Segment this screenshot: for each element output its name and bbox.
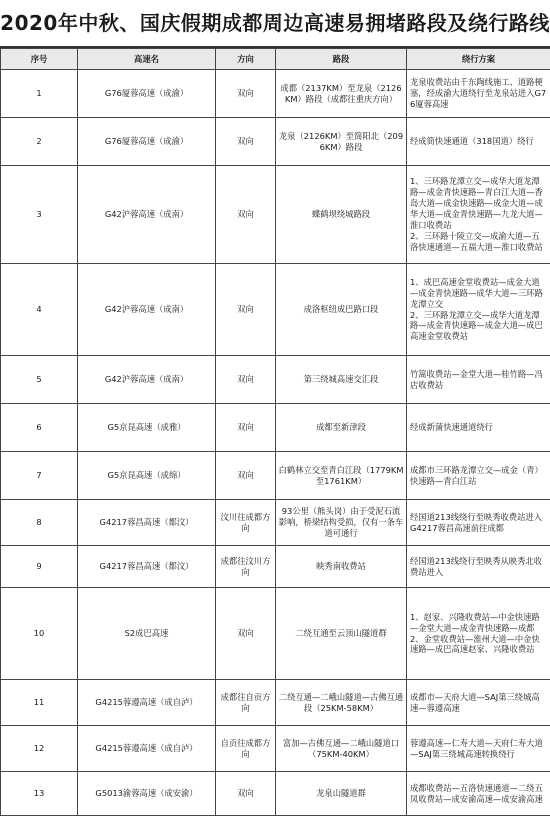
detour-line: 蓉遵高速—仁寿大道—天府仁寿大道—SAJ第三绕城高速转换绕行 [410,737,543,759]
detour-line: 2、三环路十陵立交—成渝大道—五洛快速通道—五福大道—淮口收费站 [410,230,543,252]
header-detour: 绕行方案 [407,49,550,70]
row-highway: G5京昆高速（成绵） [78,452,216,500]
row-highway: G4217蓉昌高速（都汶） [78,546,216,588]
row-no: 10 [1,588,78,680]
row-no: 12 [1,726,78,772]
detour-line: 经国道213线绕行至映秀收费站进入G4217蓉昌高速前往成都 [410,511,542,533]
row-detour [407,680,550,726]
row-section: 第三绕城高速交汇段 [276,356,407,404]
row-direction: 双向 [216,404,276,452]
table-row [1,264,550,356]
row-highway: G4215蓉遵高速（成自泸） [78,726,216,772]
detour-line: 2、金堂收费站—淮州大道—中金快速路—成巴高速赵家、兴隆收费站 [410,633,540,655]
row-highway: G42沪蓉高速（成南） [78,356,216,404]
row-detour [407,166,550,264]
table-body [1,70,550,816]
header-direction: 方向 [216,49,276,70]
row-no: 1 [1,70,78,118]
detour-line: 成都市—天府大道—SAJ第三绕城高速—蓉遵高速 [410,691,540,713]
row-detour [407,404,550,452]
row-no: 11 [1,680,78,726]
table-row [1,452,550,500]
row-direction: 双向 [216,166,276,264]
row-direction: 自贡往成都方向 [216,726,276,772]
row-no: 9 [1,546,78,588]
row-section: 龙泉山隧道群 [276,772,407,816]
detour-line: 竹篙收费站—金堂大道—桂竹路—冯店收费站 [410,368,543,390]
row-direction: 双向 [216,264,276,356]
row-no: 3 [1,166,78,264]
row-no: 4 [1,264,78,356]
table-row [1,404,550,452]
row-section: 二绕互通至云顶山隧道群 [276,588,407,680]
table-row [1,166,550,264]
detour-line: 2、三环路龙潭立交—成华大道龙潭路—成金青快速路—成金大道—成巴高速金堂收费站 [410,309,543,342]
row-section: 映秀南收费站 [276,546,407,588]
row-direction: 双向 [216,588,276,680]
row-highway: S2成巴高速 [78,588,216,680]
detour-line: 1、三环路龙潭立交—成华大道龙潭路—成金青快速路—青白江大道—香岛大道—成金快速路—成金大道—成华大道—成金青快速路—九龙大道—淮口收费站 [410,176,543,230]
row-section: 93公里（熊头岗）由于受泥石流影响，桥梁结构受损，仅有一条车道可通行 [276,500,407,546]
row-detour [407,264,550,356]
row-detour [407,772,550,816]
row-highway: G76厦蓉高速（成渝） [78,118,216,166]
table-row [1,500,550,546]
row-highway: G42沪蓉高速（成南） [78,264,216,356]
row-section: 二绕互通—二峨山隧道—古佛互通段（25KM-58KM） [276,680,407,726]
row-no: 6 [1,404,78,452]
row-highway: G76厦蓉高速（成渝） [78,70,216,118]
row-no: 5 [1,356,78,404]
row-direction: 双向 [216,452,276,500]
detour-line: 成都市三环路龙潭立交—成金（青）快速路—青白江站 [410,464,543,486]
row-highway: G42沪蓉高速（成南） [78,166,216,264]
row-direction: 成都往汶川方向 [216,546,276,588]
row-detour [407,546,550,588]
row-direction: 双向 [216,356,276,404]
row-direction: 双向 [216,70,276,118]
row-highway: G5013渝蓉高速（成安渝） [78,772,216,816]
row-direction: 双向 [216,772,276,816]
row-detour [407,726,550,772]
row-section: 富加—古佛互通—二峨山隧道口（75KM-40KM） [276,726,407,772]
table-row [1,588,550,680]
detour-line: 1、成巴高速金堂收费站—成金大道—成金青快速路—成华大道—三环路龙潭立交 [410,276,543,309]
row-detour [407,500,550,546]
detour-table [0,48,550,816]
row-direction: 汶川往成都方向 [216,500,276,546]
header-section: 路段 [276,49,407,70]
detour-line: 1、赵家、兴隆收费站—中金快速路—金堂大道—成金青快速路—成都 [410,611,540,633]
row-section: 成都（2137KM）至龙泉（2126KM）路段（成都往重庆方向） [276,70,407,118]
table-row [1,772,550,816]
row-highway: G4215蓉遵高速（成自泸） [78,680,216,726]
row-detour [407,356,550,404]
row-detour [407,70,550,118]
table-row [1,546,550,588]
row-section: 成洛枢纽成巴路口段 [276,264,407,356]
row-detour [407,118,550,166]
row-detour [407,588,550,680]
row-highway: G4217蓉昌高速（都汶） [78,500,216,546]
table-row [1,70,550,118]
row-direction: 双向 [216,118,276,166]
detour-line: 经成简快速通道（318国道）绕行 [410,136,534,147]
header-highway: 高速名 [78,49,216,70]
row-section: 成都至新津段 [276,404,407,452]
detour-line: 龙泉收费站由千东陶线施工、道路梗塞，经成渝大道绕行至龙泉站进入G76厦蓉高速 [410,77,547,109]
table-row [1,356,550,404]
detour-line: 经国道213线绕行至映秀从映秀北收费站进入 [410,555,542,577]
detour-line: 经成新蒲快速通道绕行 [410,422,493,433]
row-no: 13 [1,772,78,816]
row-no: 2 [1,118,78,166]
row-section: 龙泉（2126KM）至简阳北（2096KM）路段 [276,118,407,166]
row-direction: 成都往自贡方向 [216,680,276,726]
table-row [1,680,550,726]
row-section: 白鹤林立交至青白江段（1779KM至1761KM） [276,452,407,500]
row-section: 蝶鹤坝绕城路段 [276,166,407,264]
table-header-row [1,49,550,70]
header-no: 序号 [1,49,78,70]
table-row [1,726,550,772]
row-highway: G5京昆高速（成雅） [78,404,216,452]
detour-line: 成都收费站—五洛快速通道—二绕五凤收费站—成安渝高速—成安渝高速 [410,782,543,804]
document-title: 2020年中秋、国庆假期成都周边高速易拥堵路段及绕行路线 [0,0,550,48]
row-detour [407,452,550,500]
row-no: 7 [1,452,78,500]
table-row [1,118,550,166]
row-no: 8 [1,500,78,546]
